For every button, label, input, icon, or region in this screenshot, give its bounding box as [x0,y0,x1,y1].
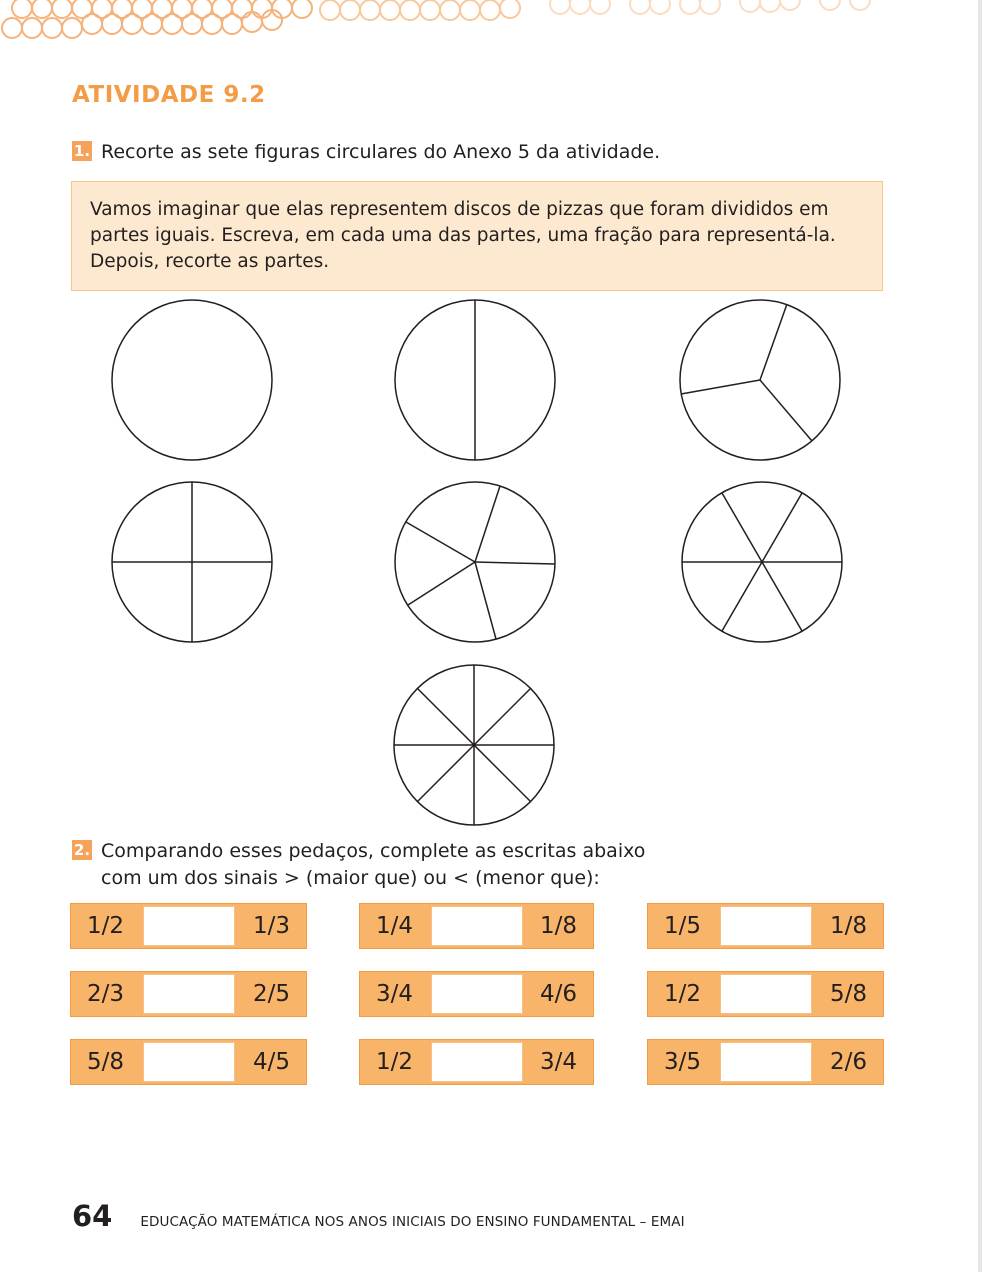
question-1-number: 1. [73,142,91,160]
left-fraction: 1/4 [376,913,414,939]
question-2-line-1: Comparando esses pedaços, complete as escritas abaixo [101,840,646,862]
question-1-text: Recorte as sete figuras circulares do Anexo 5 da atividade. [101,141,661,163]
circle-quarters [112,482,272,642]
comparison-item [70,971,307,1017]
comparison-item [359,1039,594,1085]
right-fraction: 1/3 [252,913,290,939]
left-fraction: 3/5 [664,1049,702,1075]
left-fraction: 1/2 [87,913,125,939]
page-footer [72,1199,685,1233]
circle-thirds [680,300,840,460]
footer-text: EDUCAÇÃO MATEMÁTICA NOS ANOS INICIAIS DO ENSINO FUNDAMENTAL – EMAI [140,1214,685,1230]
question-2 [72,838,645,892]
page-number: 64 [72,1199,113,1233]
right-fraction: 5/8 [829,981,867,1007]
sign-answer-box[interactable] [143,1042,235,1082]
sign-answer-box[interactable] [720,906,812,946]
sign-answer-box[interactable] [143,906,235,946]
activity-title: ATIVIDADE 9.2 [72,82,266,108]
sign-answer-box[interactable] [720,1042,812,1082]
comparison-item [647,1039,884,1085]
instruction-line-3: Depois, recorte as partes. [90,251,330,272]
comparison-item [70,1039,307,1085]
question-2-line-2: com um dos sinais > (maior que) ou < (menor que): [101,867,600,889]
comparison-item [359,903,594,949]
sign-answer-box[interactable] [143,974,235,1014]
right-fraction: 1/8 [829,913,867,939]
right-fraction: 4/6 [539,981,577,1007]
left-fraction: 1/2 [664,981,702,1007]
right-fraction: 4/5 [252,1049,290,1075]
sign-answer-box[interactable] [720,974,812,1014]
sign-answer-box[interactable] [431,906,523,946]
right-fraction: 2/6 [829,1049,867,1075]
left-fraction: 3/4 [376,981,414,1007]
circle-whole [112,300,272,460]
sign-answer-box[interactable] [431,974,523,1014]
instruction-line-2: partes iguais. Escreva, em cada uma das partes, uma fração para representá-la. [90,225,836,246]
left-fraction: 1/2 [376,1049,414,1075]
circle-eighths [394,665,554,825]
circle-sixths [682,482,842,642]
circle-fifths [395,482,555,642]
comparison-item [359,971,594,1017]
left-fraction: 2/3 [87,981,125,1007]
question-2-number: 2. [73,841,91,859]
right-fraction: 2/5 [252,981,290,1007]
right-fraction: 1/8 [539,913,577,939]
sign-answer-box[interactable] [431,1042,523,1082]
comparison-item [70,903,307,949]
left-fraction: 1/5 [664,913,702,939]
left-fraction: 5/8 [87,1049,125,1075]
right-fraction: 3/4 [539,1049,577,1075]
comparison-item [647,971,884,1017]
circle-halves [395,300,555,460]
instruction-line-1: Vamos imaginar que elas representem discos de pizzas que foram divididos em [90,199,829,220]
comparison-item [647,903,884,949]
